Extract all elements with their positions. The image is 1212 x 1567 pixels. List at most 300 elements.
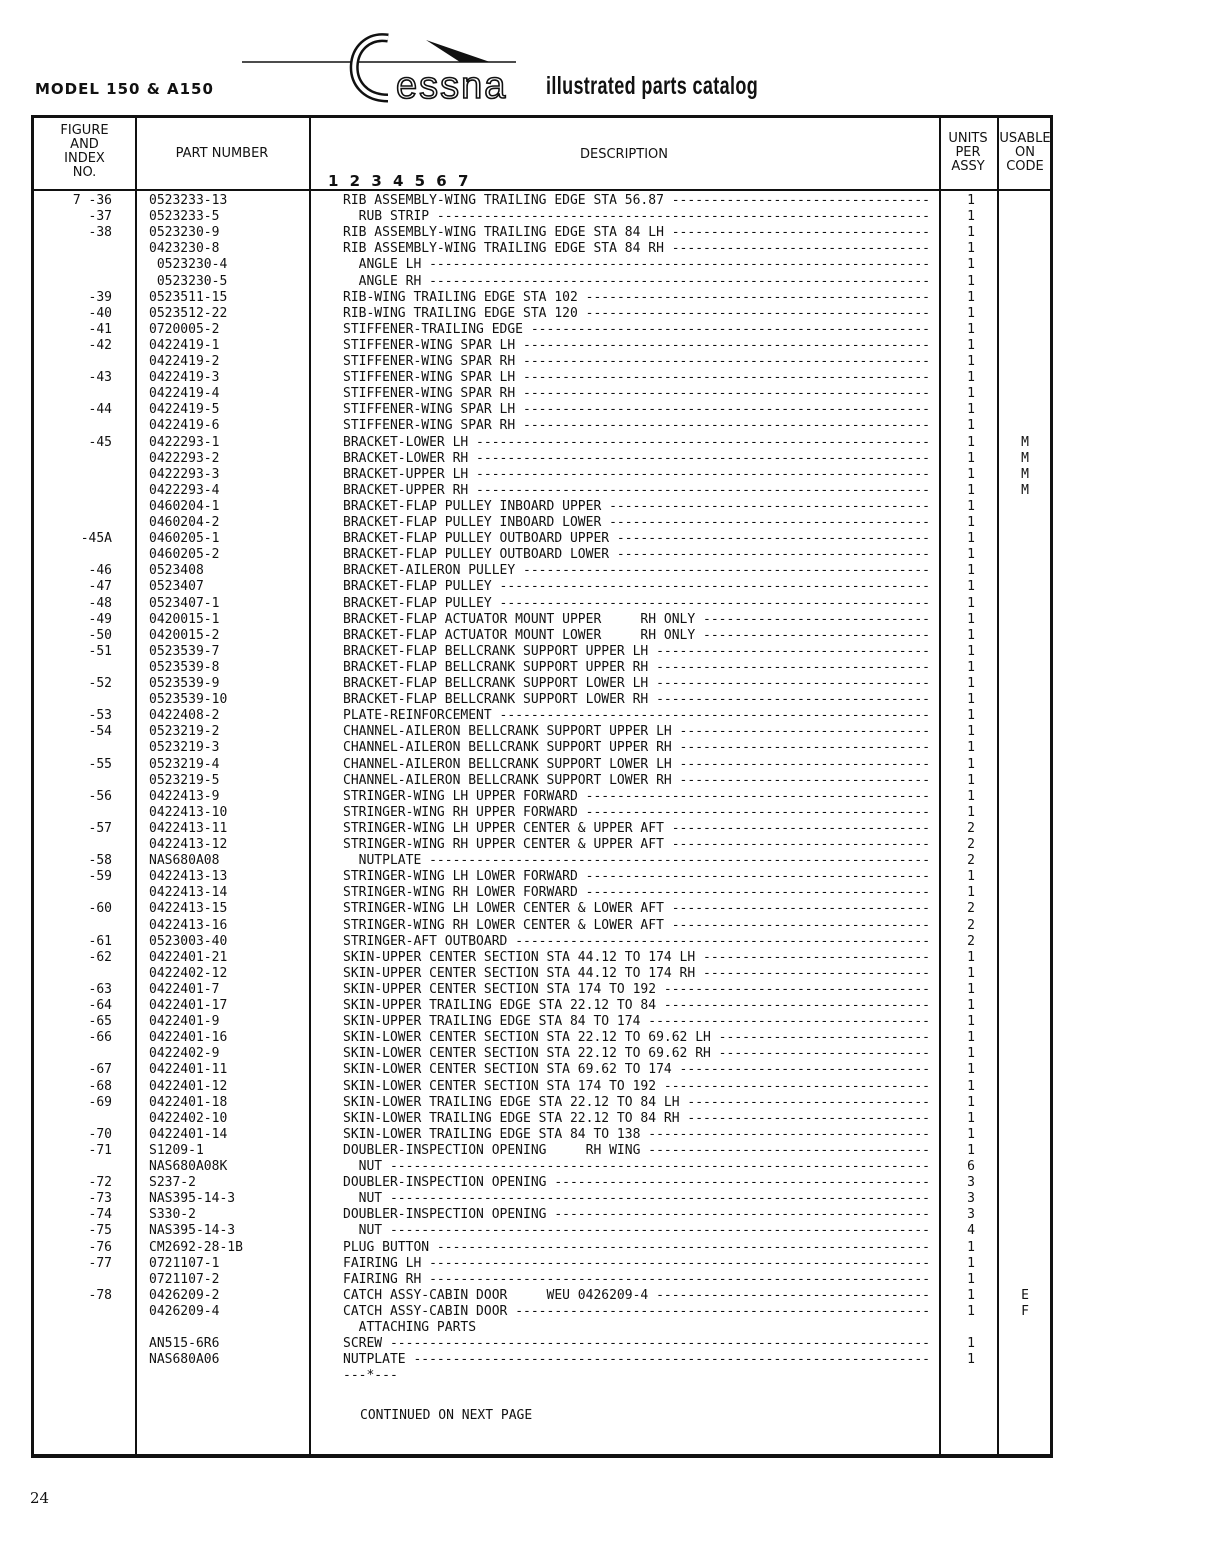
figure-index-cell: 7 -36 bbox=[72, 193, 112, 208]
header-usable-on-code: USABLE ON CODE bbox=[999, 131, 1051, 174]
table-row bbox=[34, 901, 1050, 917]
units-cell: 1 bbox=[967, 708, 975, 724]
description-cell: BRACKET-FLAP PULLEY OUTBOARD LOWER ---------------------------------------- bbox=[343, 547, 931, 563]
description-cell: CATCH ASSY-CABIN DOOR ----------------------------------------------------- bbox=[343, 1303, 931, 1319]
description-cell: NUT --------------------------------------------------------------------- bbox=[343, 1191, 931, 1207]
part-number-cell: 0422401-7 bbox=[149, 981, 220, 997]
leader-dashes: --------------------------- bbox=[710, 1030, 931, 1046]
units-cell: 1 bbox=[967, 611, 975, 627]
table-row bbox=[34, 209, 1050, 225]
table-row bbox=[34, 257, 1050, 273]
leader-dashes: --------------------------------- bbox=[663, 917, 931, 933]
description-cell: RIB ASSEMBLY-WING TRAILING EDGE STA 84 RH --------------------------------- bbox=[343, 241, 931, 257]
description-cell: BRACKET-FLAP ACTUATOR MOUNT LOWER RH ONLY ----------------------------- bbox=[343, 627, 931, 643]
leader-dashes: ---------------------------------------- bbox=[609, 547, 931, 563]
table-row bbox=[34, 1111, 1050, 1127]
figure-index-cell: -54 bbox=[88, 724, 112, 740]
units-cell: 1 bbox=[967, 740, 975, 756]
part-number-cell: 0422401-16 bbox=[149, 1030, 228, 1046]
part-number-cell: 0523003-40 bbox=[149, 933, 228, 949]
figure-index-cell: -74 bbox=[88, 1207, 112, 1223]
units-cell: 1 bbox=[967, 515, 975, 530]
table-row bbox=[34, 1127, 1050, 1143]
leader-dashes: ---------------------------------------------------------- bbox=[468, 434, 931, 450]
description-cell: SKIN-LOWER CENTER SECTION STA 22.12 TO 69.62 LH --------------------------- bbox=[343, 1030, 931, 1046]
leader-dashes: --------------------------- bbox=[710, 1046, 931, 1062]
units-cell: 2 bbox=[967, 837, 975, 852]
units-cell: 1 bbox=[967, 531, 975, 547]
part-number-cell: 0423230-8 bbox=[149, 241, 220, 257]
table-row bbox=[34, 1320, 1050, 1336]
leader-dashes: ----------------------------- bbox=[695, 611, 931, 627]
table-row bbox=[34, 789, 1050, 805]
figure-index-cell: -55 bbox=[88, 756, 112, 772]
description-cell: PLATE-REINFORCEMENT ------------------------------------------------------- bbox=[343, 708, 931, 724]
leader-dashes: ----------------------------------------------------- bbox=[507, 933, 931, 949]
part-number-cell: 0523219-4 bbox=[149, 756, 220, 772]
part-number-cell: 0422293-1 bbox=[149, 434, 220, 450]
part-number-cell: 0523407 bbox=[149, 579, 204, 595]
units-cell: 1 bbox=[967, 869, 975, 885]
leader-dashes: --------------------------------------------------------------------- bbox=[382, 1191, 931, 1207]
description-cell: ---*--- bbox=[343, 1368, 398, 1384]
units-cell: 1 bbox=[967, 1126, 975, 1142]
figure-index-cell: -49 bbox=[88, 611, 112, 627]
units-cell: 1 bbox=[967, 949, 975, 965]
description-cell: RIB ASSEMBLY-WING TRAILING EDGE STA 84 LH --------------------------------- bbox=[343, 225, 931, 241]
table-row bbox=[34, 1191, 1050, 1207]
units-cell: 1 bbox=[967, 547, 975, 563]
description-cell: SKIN-UPPER TRAILING EDGE STA 22.12 TO 84 ---------------------------------- bbox=[343, 998, 931, 1013]
part-number-cell: 0422413-12 bbox=[149, 837, 228, 852]
table-row bbox=[34, 724, 1050, 740]
part-number-cell: CM2692-28-1B bbox=[149, 1239, 243, 1255]
part-number-cell: 0523219-3 bbox=[149, 740, 220, 756]
leader-dashes: --------------------------------- bbox=[663, 193, 931, 208]
figure-index-cell: -70 bbox=[88, 1126, 112, 1142]
units-cell: 1 bbox=[967, 498, 975, 514]
table-row bbox=[34, 757, 1050, 773]
figure-index-cell: -64 bbox=[88, 998, 112, 1013]
leader-dashes: --------------------------------------------------- bbox=[523, 321, 931, 337]
table-row bbox=[34, 1143, 1050, 1159]
units-cell: 1 bbox=[967, 257, 975, 273]
figure-index-cell: -71 bbox=[88, 1142, 112, 1158]
description-cell: BRACKET-FLAP PULLEY INBOARD UPPER ----------------------------------------- bbox=[343, 498, 931, 514]
leader-dashes: --------------------------------- bbox=[663, 820, 931, 836]
part-number-cell: 0523407-1 bbox=[149, 595, 220, 611]
table-row bbox=[34, 274, 1050, 290]
units-cell: 1 bbox=[967, 965, 975, 981]
part-number-cell: 0720005-2 bbox=[149, 321, 220, 337]
description-cell: BRACKET-FLAP BELLCRANK SUPPORT UPPER LH ----------------------------------- bbox=[343, 643, 931, 659]
part-number-cell: 0422419-3 bbox=[149, 370, 220, 386]
units-cell: 1 bbox=[967, 676, 975, 691]
units-cell: 1 bbox=[967, 193, 975, 208]
part-number-cell: 0422413-10 bbox=[149, 804, 228, 820]
part-number-cell: NAS395-14-3 bbox=[149, 1223, 236, 1239]
part-number-cell: AN515-6R6 bbox=[149, 1336, 220, 1352]
description-cell: STIFFENER-WING SPAR LH ---------------------------------------------------- bbox=[343, 370, 931, 386]
units-cell: 1 bbox=[967, 724, 975, 740]
table-row bbox=[34, 1336, 1050, 1352]
part-number-cell: 0523539-9 bbox=[149, 676, 220, 691]
units-cell: 1 bbox=[967, 305, 975, 321]
table-row bbox=[34, 290, 1050, 306]
figure-index-cell: -46 bbox=[88, 563, 112, 579]
figure-index-cell: -40 bbox=[88, 305, 112, 321]
description-cell: FAIRING LH ---------------------------------------------------------------- bbox=[343, 1255, 931, 1271]
table-row bbox=[34, 1207, 1050, 1223]
description-cell: CATCH ASSY-CABIN DOOR WEU 0426209-4 ----------------------------------- bbox=[343, 1287, 931, 1303]
table-row bbox=[34, 821, 1050, 837]
figure-index-cell: -77 bbox=[88, 1255, 112, 1271]
part-number-cell: 0460204-2 bbox=[149, 515, 220, 530]
description-cell: STIFFENER-WING SPAR LH ---------------------------------------------------- bbox=[343, 402, 931, 418]
units-cell: 1 bbox=[967, 273, 975, 289]
leader-dashes: -------------------------------------------- bbox=[577, 885, 931, 901]
figure-index-cell: -41 bbox=[88, 321, 112, 337]
units-cell: 1 bbox=[967, 1255, 975, 1271]
description-cell: SKIN-LOWER CENTER SECTION STA 22.12 TO 69.62 RH --------------------------- bbox=[343, 1046, 931, 1062]
description-cell: STRINGER-WING LH LOWER CENTER & LOWER AFT --------------------------------- bbox=[343, 901, 931, 917]
part-number-cell: 0422401-17 bbox=[149, 998, 228, 1013]
description-cell: STIFFENER-WING SPAR RH ---------------------------------------------------- bbox=[343, 354, 931, 369]
description-cell: SKIN-LOWER CENTER SECTION STA 69.62 TO 174 -------------------------------- bbox=[343, 1062, 931, 1078]
header-units-per-assy: UNITS PER ASSY bbox=[948, 131, 988, 174]
table-row bbox=[34, 338, 1050, 354]
header-description: DESCRIPTION bbox=[580, 147, 668, 162]
figure-index-cell: -57 bbox=[88, 820, 112, 836]
description-cell: DOUBLER-INSPECTION OPENING RH WING ------------------------------------ bbox=[343, 1142, 931, 1158]
units-cell: 1 bbox=[967, 1142, 975, 1158]
figure-index-cell: -68 bbox=[88, 1078, 112, 1094]
leader-dashes: ---------------------------------------------------- bbox=[515, 418, 931, 434]
figure-index-cell: -76 bbox=[88, 1239, 112, 1255]
part-number-cell: 0422402-10 bbox=[149, 1110, 228, 1126]
part-number-cell: 0523219-2 bbox=[149, 724, 220, 740]
page-number: 24 bbox=[30, 1489, 50, 1507]
table-row bbox=[34, 451, 1050, 467]
usable-code-cell: M bbox=[1021, 466, 1029, 482]
header-part-number: PART NUMBER bbox=[175, 146, 269, 161]
leader-dashes: ---------------------------------- bbox=[656, 1078, 931, 1094]
model-title: MODEL 150 & A150 bbox=[35, 80, 214, 98]
description-cell: STRINGER-WING RH LOWER CENTER & LOWER AFT --------------------------------- bbox=[343, 917, 931, 933]
table-row bbox=[34, 1368, 1050, 1384]
units-cell: 1 bbox=[967, 1352, 975, 1368]
leader-dashes: ----------------------------------- bbox=[648, 1287, 931, 1303]
part-number-cell: NAS680A06 bbox=[149, 1352, 220, 1368]
leader-dashes: ----------------------------- bbox=[695, 949, 931, 965]
figure-index-cell: -45A bbox=[80, 531, 112, 547]
units-cell: 1 bbox=[967, 981, 975, 997]
units-cell: 1 bbox=[967, 434, 975, 450]
table-row bbox=[34, 1159, 1050, 1175]
leader-dashes: ------------------------------------------------ bbox=[546, 1207, 931, 1223]
part-number-cell: 0422419-6 bbox=[149, 418, 220, 434]
leader-dashes: ------------------------------------ bbox=[640, 1142, 931, 1158]
units-cell: 1 bbox=[967, 241, 975, 257]
units-cell: 1 bbox=[967, 209, 975, 225]
units-cell: 1 bbox=[967, 804, 975, 820]
units-cell: 1 bbox=[967, 337, 975, 353]
leader-dashes: ---------------------------------------------------- bbox=[515, 337, 931, 353]
leader-dashes: ----------------------------------- bbox=[648, 643, 931, 659]
leader-dashes: ---------------------------------------------------- bbox=[515, 563, 931, 579]
description-cell: BRACKET-FLAP BELLCRANK SUPPORT LOWER LH ----------------------------------- bbox=[343, 676, 931, 691]
svg-text:essna: essna bbox=[396, 65, 508, 107]
leader-dashes: ---------------------------------------------------------------- bbox=[421, 257, 931, 273]
table-row bbox=[34, 837, 1050, 853]
leader-dashes: --------------------------------------------------------------------- bbox=[382, 1159, 931, 1174]
leader-dashes: --------------------------------- bbox=[663, 225, 931, 241]
leader-dashes: --------------------------------------------------------------------- bbox=[382, 1223, 931, 1239]
units-cell: 1 bbox=[967, 1239, 975, 1255]
leader-dashes: ---------------------------------------------------------- bbox=[468, 482, 931, 498]
units-cell: 4 bbox=[967, 1223, 975, 1239]
description-cell: NUT --------------------------------------------------------------------- bbox=[343, 1223, 931, 1239]
units-cell: 1 bbox=[967, 289, 975, 305]
table-row bbox=[34, 322, 1050, 338]
units-cell: 1 bbox=[967, 1014, 975, 1030]
description-cell: BRACKET-FLAP BELLCRANK SUPPORT LOWER RH ----------------------------------- bbox=[343, 692, 931, 708]
table-row bbox=[34, 1014, 1050, 1030]
part-number-cell: 0426209-4 bbox=[149, 1303, 220, 1319]
units-cell: 1 bbox=[967, 370, 975, 386]
leader-dashes: ------------------------------------------------------- bbox=[491, 708, 931, 724]
leader-dashes: ------------------------------------------------------- bbox=[491, 595, 931, 611]
part-number-cell: 0422413-15 bbox=[149, 901, 228, 917]
part-number-cell: 0422413-13 bbox=[149, 869, 228, 885]
leader-dashes: -------------------------------- bbox=[671, 740, 931, 756]
part-number-cell: 0523233-5 bbox=[149, 209, 220, 225]
table-row bbox=[34, 547, 1050, 563]
units-cell: 1 bbox=[967, 450, 975, 466]
table-row bbox=[34, 386, 1050, 402]
leader-dashes: ---------------------------------------------------------- bbox=[468, 450, 931, 466]
description-cell: STRINGER-WING LH UPPER CENTER & UPPER AFT --------------------------------- bbox=[343, 820, 931, 836]
description-cell: SKIN-UPPER TRAILING EDGE STA 84 TO 174 ------------------------------------ bbox=[343, 1014, 931, 1030]
units-cell: 1 bbox=[967, 1078, 975, 1094]
part-number-cell: NAS680A08 bbox=[149, 853, 220, 869]
description-cell: STRINGER-WING RH UPPER FORWARD -------------------------------------------- bbox=[343, 804, 931, 820]
leader-dashes: -------------------------------------------- bbox=[577, 289, 931, 305]
description-cell: STIFFENER-WING SPAR RH ---------------------------------------------------- bbox=[343, 418, 931, 434]
description-cell: STIFFENER-TRAILING EDGE --------------------------------------------------- bbox=[343, 321, 931, 337]
leader-dashes: ---------------------------------- bbox=[656, 998, 931, 1013]
units-cell: 1 bbox=[967, 1030, 975, 1046]
description-cell: RIB ASSEMBLY-WING TRAILING EDGE STA 56.87 --------------------------------- bbox=[343, 193, 931, 208]
table-row bbox=[34, 1062, 1050, 1078]
leader-dashes: --------------------------------------------------------------- bbox=[429, 1239, 930, 1255]
units-cell: 3 bbox=[967, 1207, 975, 1223]
description-cell: NUTPLATE ---------------------------------------------------------------- bbox=[343, 853, 931, 869]
units-cell: 1 bbox=[967, 1062, 975, 1078]
part-number-cell: NAS680A08K bbox=[149, 1159, 228, 1174]
leader-dashes: ---------------------------------------------------- bbox=[515, 354, 931, 369]
table-row bbox=[34, 612, 1050, 628]
units-cell: 6 bbox=[967, 1159, 975, 1174]
part-number-cell: 0422408-2 bbox=[149, 708, 220, 724]
table-row bbox=[34, 998, 1050, 1014]
description-cell: SKIN-LOWER TRAILING EDGE STA 22.12 TO 84 RH ------------------------------- bbox=[343, 1110, 930, 1126]
usable-code-cell: M bbox=[1021, 482, 1029, 498]
figure-index-cell: -75 bbox=[88, 1223, 112, 1239]
table-row bbox=[34, 644, 1050, 660]
description-cell: BRACKET-LOWER LH ---------------------------------------------------------- bbox=[343, 434, 931, 450]
units-cell: 1 bbox=[967, 756, 975, 772]
leader-dashes: --------------------------------- bbox=[663, 241, 931, 257]
description-cell: BRACKET-FLAP ACTUATOR MOUNT UPPER RH ONLY ----------------------------- bbox=[343, 611, 931, 627]
table-row bbox=[34, 1079, 1050, 1095]
figure-index-cell: -52 bbox=[88, 676, 112, 691]
leader-dashes: -------------------------------- bbox=[671, 1062, 931, 1078]
part-number-cell: 0420015-1 bbox=[149, 611, 220, 627]
table-row bbox=[34, 225, 1050, 241]
leader-dashes: ----------------------------------------- bbox=[601, 498, 931, 514]
units-cell: 2 bbox=[967, 820, 975, 836]
table-row bbox=[34, 483, 1050, 499]
leader-dashes: ----------------------------- bbox=[695, 965, 931, 981]
usable-code-cell: M bbox=[1021, 434, 1029, 450]
table-row bbox=[34, 1272, 1050, 1288]
leader-dashes: ------------------------------------------------ bbox=[546, 1175, 931, 1191]
units-cell: 1 bbox=[967, 1287, 975, 1303]
part-number-cell: 0422413-9 bbox=[149, 788, 220, 804]
table-row bbox=[34, 1240, 1050, 1256]
figure-index-cell: -44 bbox=[88, 402, 112, 418]
table-row bbox=[34, 1352, 1050, 1368]
units-cell: 2 bbox=[967, 917, 975, 933]
figure-index-cell: -42 bbox=[88, 337, 112, 353]
units-cell: 1 bbox=[967, 692, 975, 708]
units-cell: 1 bbox=[967, 579, 975, 595]
part-number-cell: 0422419-5 bbox=[149, 402, 220, 418]
description-cell: NUTPLATE ------------------------------------------------------------------ bbox=[343, 1352, 931, 1368]
units-cell: 2 bbox=[967, 901, 975, 917]
table-row bbox=[34, 982, 1050, 998]
units-cell: 1 bbox=[967, 1271, 975, 1287]
table-row bbox=[34, 193, 1050, 209]
table-row bbox=[34, 1046, 1050, 1062]
units-cell: 1 bbox=[967, 998, 975, 1013]
description-cell: DOUBLER-INSPECTION OPENING ------------------------------------------------ bbox=[343, 1175, 931, 1191]
part-number-cell: 0460204-1 bbox=[149, 498, 220, 514]
figure-index-cell: -58 bbox=[88, 853, 112, 869]
part-number-cell: 0422293-3 bbox=[149, 466, 220, 482]
units-cell: 2 bbox=[967, 853, 975, 869]
description-cell: CHANNEL-AILERON BELLCRANK SUPPORT LOWER LH -------------------------------- bbox=[343, 756, 931, 772]
part-number-cell: 0422401-21 bbox=[149, 949, 228, 965]
description-cell: SKIN-LOWER TRAILING EDGE STA 22.12 TO 84 LH ------------------------------- bbox=[343, 1094, 930, 1110]
part-number-cell: 0523233-13 bbox=[149, 193, 228, 208]
part-number-cell: 0460205-2 bbox=[149, 547, 220, 563]
leader-dashes: ---------------------------------------------------------------- bbox=[421, 1271, 931, 1287]
table-row bbox=[34, 1175, 1050, 1191]
table-row bbox=[34, 628, 1050, 644]
leader-dashes: -------------------------------------------- bbox=[577, 305, 931, 321]
leader-dashes: -------------------------------------------- bbox=[577, 788, 931, 804]
part-number-cell: 0422401-14 bbox=[149, 1126, 228, 1142]
leader-dashes: ---------------------------------------------------------------- bbox=[421, 853, 931, 869]
part-number-cell: 0523511-15 bbox=[149, 289, 228, 305]
units-cell: 1 bbox=[967, 1110, 975, 1126]
part-number-cell: 0422413-14 bbox=[149, 885, 228, 901]
units-cell: 1 bbox=[967, 1336, 975, 1352]
units-cell: 1 bbox=[967, 595, 975, 611]
part-number-cell: 0721107-1 bbox=[149, 1255, 220, 1271]
part-number-cell: 0523539-10 bbox=[149, 692, 228, 708]
part-number-cell: 0426209-2 bbox=[149, 1287, 220, 1303]
description-cell: BRACKET-FLAP BELLCRANK SUPPORT UPPER RH ----------------------------------- bbox=[343, 659, 931, 675]
table-row bbox=[34, 1030, 1050, 1046]
part-number-cell: 0523512-22 bbox=[149, 305, 228, 321]
part-number-cell: 0523408 bbox=[149, 563, 204, 579]
units-cell: 1 bbox=[967, 321, 975, 337]
description-cell: DOUBLER-INSPECTION OPENING ------------------------------------------------ bbox=[343, 1207, 931, 1223]
leader-dashes: ---------------------------------------------------- bbox=[515, 402, 931, 418]
table-row bbox=[34, 805, 1050, 821]
table-row bbox=[34, 499, 1050, 515]
part-number-cell: 0523539-8 bbox=[149, 659, 220, 675]
description-cell: SKIN-UPPER CENTER SECTION STA 44.12 TO 174 RH ----------------------------- bbox=[343, 965, 931, 981]
description-cell: ANGLE LH ---------------------------------------------------------------- bbox=[343, 257, 931, 273]
table-row bbox=[34, 1095, 1050, 1111]
table-row bbox=[34, 660, 1050, 676]
leader-dashes: -------------------------------------------- bbox=[577, 869, 931, 885]
part-number-cell: S1209-1 bbox=[149, 1142, 204, 1158]
units-cell: 2 bbox=[967, 933, 975, 949]
leader-dashes: ------------------------------------ bbox=[640, 1126, 931, 1142]
figure-index-cell: -67 bbox=[88, 1062, 112, 1078]
leader-dashes: ----------------------------- bbox=[695, 627, 931, 643]
description-cell: BRACKET-AILERON PULLEY ---------------------------------------------------- bbox=[343, 563, 931, 579]
table-row bbox=[34, 354, 1050, 370]
table-row bbox=[34, 579, 1050, 595]
leader-dashes: ---------------------------------------------------------- bbox=[468, 466, 931, 482]
header-figure-index: FIGURE AND INDEX NO. bbox=[60, 123, 109, 180]
units-cell: 1 bbox=[967, 772, 975, 788]
indent-digits: 1 2 3 4 5 6 7 bbox=[328, 172, 472, 190]
description-cell: CHANNEL-AILERON BELLCRANK SUPPORT UPPER RH -------------------------------- bbox=[343, 740, 931, 756]
units-cell: 1 bbox=[967, 466, 975, 482]
figure-index-cell: -63 bbox=[88, 981, 112, 997]
table-row bbox=[34, 950, 1050, 966]
leader-dashes: ----------------------------------- bbox=[648, 676, 931, 691]
units-cell: 1 bbox=[967, 225, 975, 241]
description-cell: PLUG BUTTON --------------------------------------------------------------- bbox=[343, 1239, 930, 1255]
table-row bbox=[34, 241, 1050, 257]
table-row bbox=[34, 918, 1050, 934]
part-number-cell: 0422401-18 bbox=[149, 1094, 228, 1110]
table-row bbox=[34, 740, 1050, 756]
figure-index-cell: -53 bbox=[88, 708, 112, 724]
figure-index-cell: -48 bbox=[88, 595, 112, 611]
leader-dashes: --------------------------------------------------------------------- bbox=[382, 1336, 931, 1352]
description-cell: BRACKET-UPPER RH ---------------------------------------------------------- bbox=[343, 482, 931, 498]
table-row bbox=[34, 596, 1050, 612]
units-cell: 1 bbox=[967, 402, 975, 418]
description-cell: STRINGER-AFT OUTBOARD ----------------------------------------------------- bbox=[343, 933, 931, 949]
table-row bbox=[34, 1304, 1050, 1320]
description-cell: STIFFENER-WING SPAR RH ---------------------------------------------------- bbox=[343, 386, 931, 402]
table-row bbox=[34, 370, 1050, 386]
part-number-cell: S237-2 bbox=[149, 1175, 196, 1191]
description-cell: SKIN-LOWER TRAILING EDGE STA 84 TO 138 ------------------------------------ bbox=[343, 1126, 931, 1142]
part-number-cell: 0422419-2 bbox=[149, 354, 220, 369]
units-cell: 3 bbox=[967, 1175, 975, 1191]
